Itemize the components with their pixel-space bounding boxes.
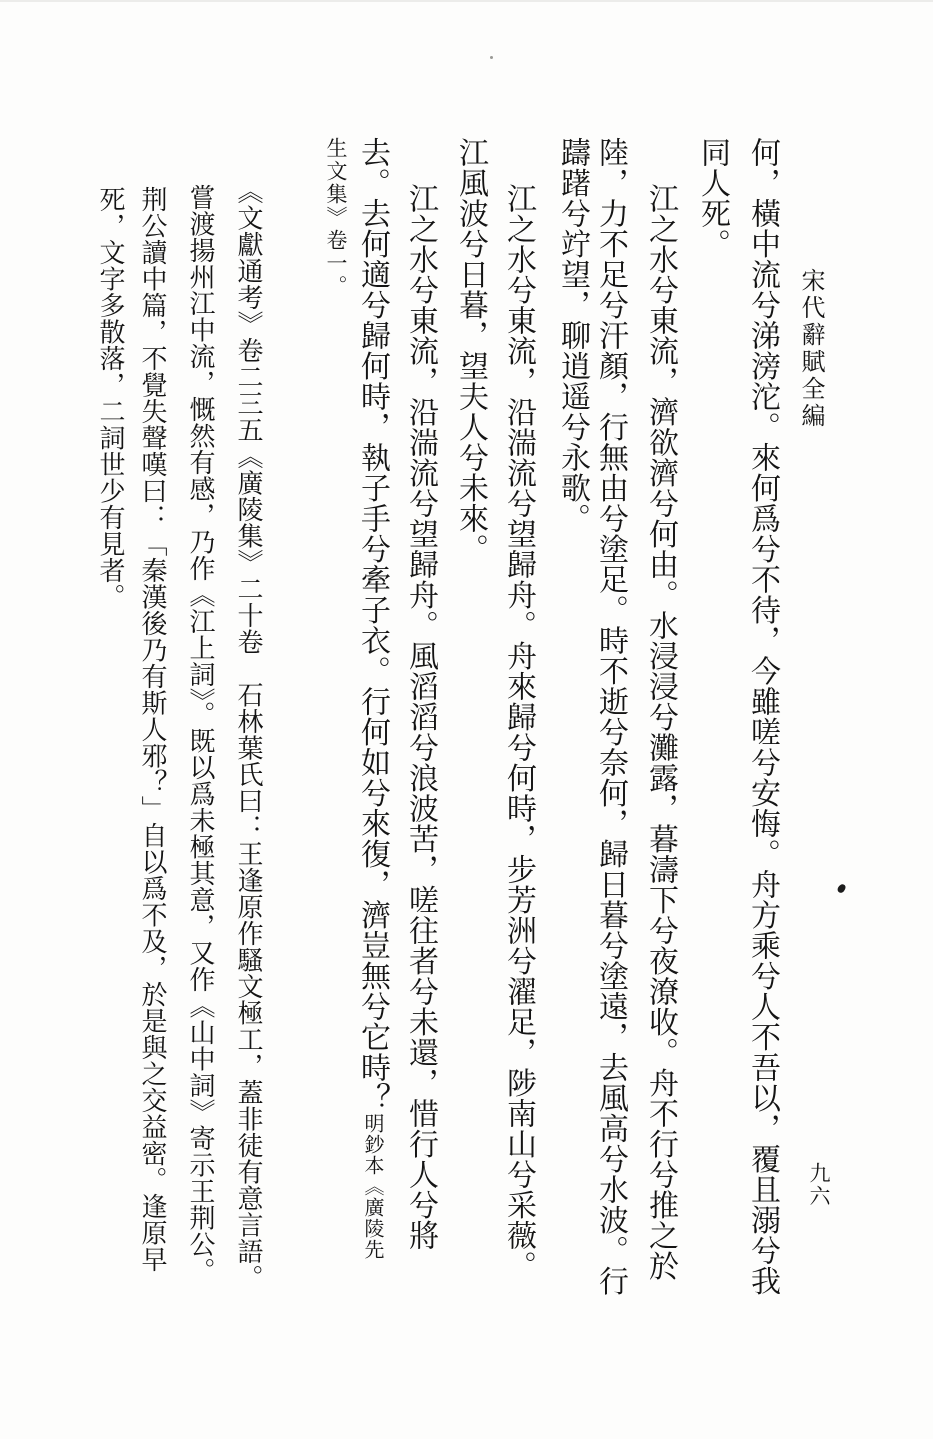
page-number: 九六: [807, 1162, 831, 1208]
text-column-2: 同人死。: [696, 137, 729, 259]
text-column-9: 去。去何適兮歸何時，執子手兮牽子衣。行何如兮來復，濟豈無兮它時？明鈔本《廣陵先: [356, 137, 389, 1260]
text-column-6: 江之水兮東流，沿湍流兮望歸舟。舟來歸兮何時，步芳洲兮濯足，陟南山兮采薇。: [502, 183, 535, 1281]
text-column-5: 躊躇兮竚望，聊逍遥兮永歌。: [556, 137, 589, 534]
inline-source-note: 明鈔本《廣陵先: [361, 1113, 383, 1260]
text-column-7: 江風波兮日暮，望夫人兮未來。: [454, 137, 487, 564]
text-column-8: 江之水兮東流，沿湍流兮望歸舟。風滔滔兮浪波苦，嗟往者兮未還，惜行人兮將: [404, 183, 437, 1251]
text-column-12: 嘗渡揚州江中流，慨然有感，乃作《江上詞》。既以爲未極其意，又作《山中詞》寄示王荆公。: [186, 184, 215, 1284]
text-column-13: 荆公讀中篇，不覺失聲嘆曰：「秦漢後乃有斯人邪？」自以爲不及，於是與之交益密。逢原早: [138, 186, 167, 1273]
running-title: 宋代辭賦全編: [797, 268, 823, 430]
text-column-14: 死，文字多散落，二詞世少有見者。: [96, 186, 125, 610]
text-column-3: 江之水兮東流，濟欲濟兮何由。水浸浸兮灘露，暮濤下兮夜潦收。舟不行兮推之於: [644, 183, 677, 1281]
text-column-11: 《文獻通考》卷二三五《廣陵集》二十卷 石林葉氏曰：王逢原作騷文極工，蓋非徒有意言語。: [234, 178, 263, 1291]
text-column-4: 陸，力不足兮汗顏，行無由兮塗足。時不逝兮奈何，歸日暮兮塗遠，去風高兮水波。行: [594, 137, 627, 1296]
text-column-10: 生文集》卷一。: [324, 137, 348, 298]
scan-noise-dot: [490, 56, 493, 59]
scan-noise-speck: [836, 883, 846, 894]
text-column-1: 何，橫中流兮涕滂沱。來何爲兮不待，今雖嗟兮安悔。舟方乘兮人不吾以，覆且溺兮我: [746, 137, 779, 1296]
